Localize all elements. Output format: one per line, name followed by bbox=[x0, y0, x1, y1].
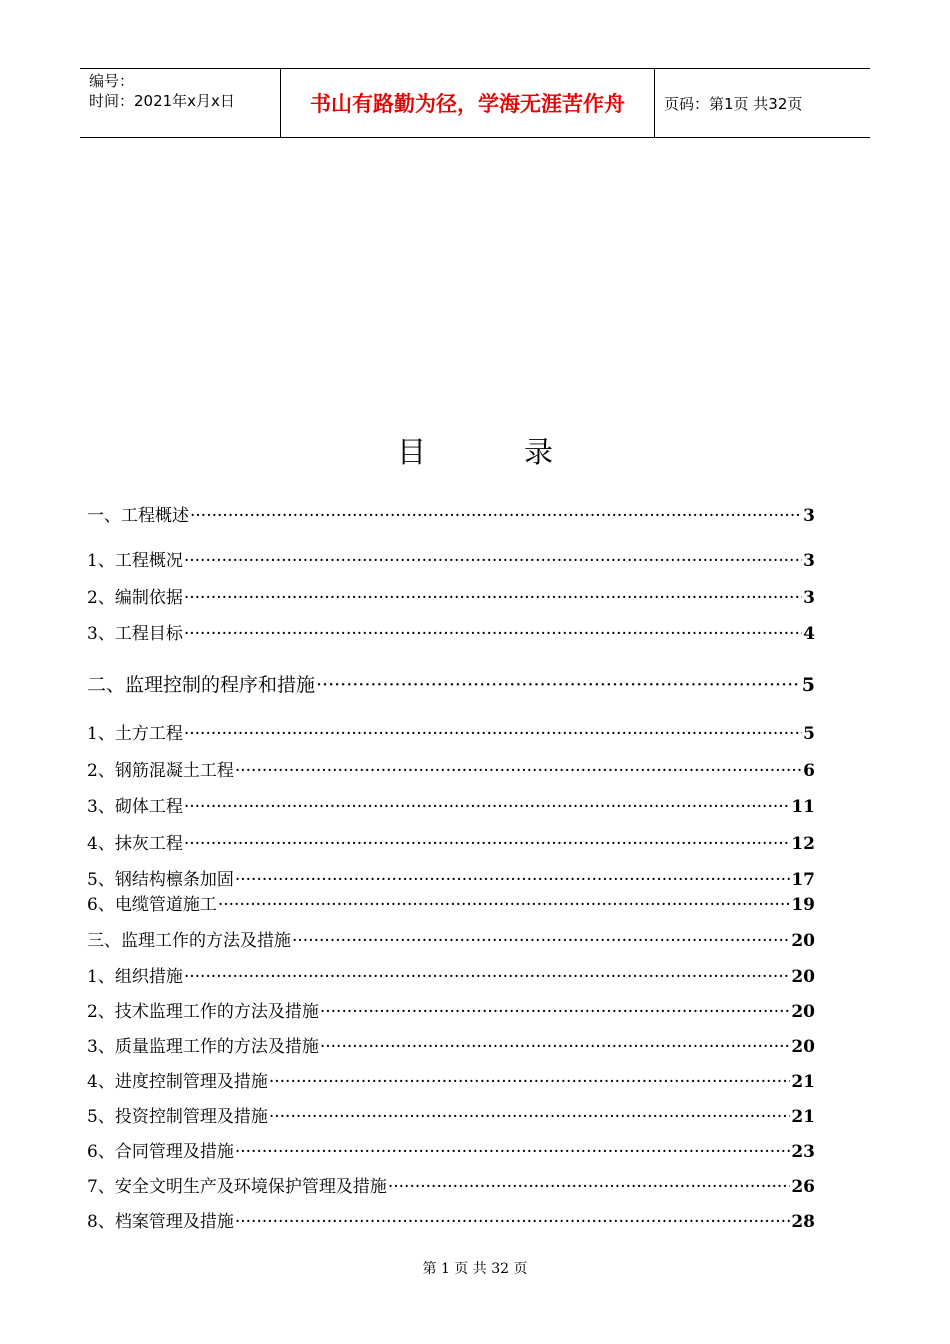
time-label: 时间：2021年x月x日 bbox=[89, 92, 235, 110]
toc-entry[interactable] bbox=[87, 1001, 815, 1023]
header-motto-cell bbox=[281, 69, 655, 137]
toc-entry-page: 21 bbox=[791, 1107, 815, 1127]
toc-leader-dots bbox=[184, 966, 791, 988]
toc-leader-dots bbox=[320, 1036, 791, 1058]
toc-entry[interactable] bbox=[87, 796, 815, 818]
toc-entry-page: 28 bbox=[791, 1212, 815, 1232]
toc-entry[interactable] bbox=[87, 505, 815, 527]
title-char-1: 目 bbox=[396, 435, 426, 469]
toc-entry[interactable] bbox=[87, 723, 815, 745]
toc-entry-page: 6 bbox=[803, 761, 815, 781]
toc-entry-label: 4、进度控制管理及措施 bbox=[87, 1072, 268, 1092]
toc-leader-dots bbox=[184, 550, 802, 572]
toc-entry-label: 4、抹灰工程 bbox=[87, 834, 183, 854]
toc-leader-dots bbox=[320, 1001, 791, 1023]
header-page-cell bbox=[655, 69, 870, 137]
toc-entry-label: 1、组织措施 bbox=[87, 967, 183, 987]
toc-entry-page: 3 bbox=[803, 506, 815, 526]
toc-entry-page: 19 bbox=[791, 895, 815, 915]
toc-entry-label: 2、技术监理工作的方法及措施 bbox=[87, 1002, 319, 1022]
toc-entry[interactable] bbox=[87, 1036, 815, 1058]
toc-entry-label: 一、工程概述 bbox=[87, 506, 189, 526]
toc-entry-page: 5 bbox=[803, 724, 815, 744]
toc-entry-label: 三、监理工作的方法及措施 bbox=[87, 931, 291, 951]
toc-entry[interactable] bbox=[87, 833, 815, 855]
toc-entry-label: 3、质量监理工作的方法及措施 bbox=[87, 1037, 319, 1057]
toc-entry-page: 4 bbox=[803, 624, 815, 644]
toc-entry[interactable] bbox=[87, 930, 815, 952]
toc-entry[interactable] bbox=[87, 869, 815, 891]
toc-entry-page: 20 bbox=[791, 967, 815, 987]
toc-entry-label: 1、土方工程 bbox=[87, 724, 183, 744]
toc-entry-page: 21 bbox=[791, 1072, 815, 1092]
toc-leader-dots bbox=[184, 796, 791, 818]
toc-entry[interactable] bbox=[87, 1141, 815, 1163]
toc-entry-label: 1、工程概况 bbox=[87, 551, 183, 571]
toc-entry[interactable] bbox=[87, 674, 815, 696]
toc-entry-label: 7、安全文明生产及环境保护管理及措施 bbox=[87, 1177, 387, 1197]
toc-entry[interactable] bbox=[87, 1211, 815, 1233]
toc-leader-dots bbox=[184, 587, 802, 609]
motto-text: 书山有路勤为径，学海无涯苦作舟 bbox=[310, 92, 625, 116]
toc-leader-dots bbox=[388, 1176, 791, 1198]
toc-entry[interactable] bbox=[87, 1106, 815, 1128]
toc-entry[interactable] bbox=[87, 1071, 815, 1093]
toc-leader-dots bbox=[316, 674, 801, 696]
page-info: 页码：第1页 共32页 bbox=[664, 94, 803, 113]
toc-leader-dots bbox=[269, 1071, 791, 1093]
toc-leader-dots bbox=[184, 833, 791, 855]
toc-entry-label: 6、电缆管道施工 bbox=[87, 895, 217, 915]
toc-entry[interactable] bbox=[87, 966, 815, 988]
toc-leader-dots bbox=[218, 894, 791, 916]
toc-entry-page: 17 bbox=[791, 870, 815, 890]
toc-entry-page: 20 bbox=[791, 1037, 815, 1057]
toc-entry-page: 5 bbox=[801, 674, 815, 696]
toc-entry-label: 6、合同管理及措施 bbox=[87, 1142, 234, 1162]
page-footer: 第 1 页 共 32 页 bbox=[422, 1261, 528, 1277]
toc-leader-dots bbox=[235, 869, 791, 891]
toc-entry-label: 5、钢结构檩条加固 bbox=[87, 870, 234, 890]
toc-leader-dots bbox=[235, 1211, 791, 1233]
toc-entry-page: 23 bbox=[791, 1142, 815, 1162]
toc-entry[interactable] bbox=[87, 623, 815, 645]
toc-leader-dots bbox=[269, 1106, 791, 1128]
toc-entry-page: 26 bbox=[791, 1177, 815, 1197]
toc-entry-page: 20 bbox=[791, 931, 815, 951]
toc-leader-dots bbox=[235, 1141, 791, 1163]
toc-leader-dots bbox=[184, 623, 802, 645]
toc-leader-dots bbox=[235, 760, 802, 782]
toc-entry-label: 2、钢筋混凝土工程 bbox=[87, 761, 234, 781]
toc-entry-label: 3、工程目标 bbox=[87, 624, 183, 644]
toc-entry-page: 11 bbox=[791, 797, 815, 817]
toc-entry-label: 5、投资控制管理及措施 bbox=[87, 1107, 268, 1127]
toc-leader-dots bbox=[184, 723, 802, 745]
toc-title bbox=[0, 434, 950, 470]
number-label: 编号： bbox=[89, 72, 135, 90]
toc-entry-label: 3、砌体工程 bbox=[87, 797, 183, 817]
toc-entry[interactable] bbox=[87, 587, 815, 609]
toc-entry[interactable] bbox=[87, 760, 815, 782]
toc-entry-page: 12 bbox=[791, 834, 815, 854]
toc-entry[interactable] bbox=[87, 550, 815, 572]
title-char-2: 录 bbox=[524, 435, 554, 469]
toc-entry-label: 二、监理控制的程序和措施 bbox=[87, 674, 316, 696]
toc-leader-dots bbox=[190, 505, 802, 527]
toc-entry[interactable] bbox=[87, 1176, 815, 1198]
toc-entry-page: 20 bbox=[791, 1002, 815, 1022]
toc-entry-label: 8、档案管理及措施 bbox=[87, 1212, 234, 1232]
document-header bbox=[80, 68, 870, 138]
toc-entry-page: 3 bbox=[803, 588, 815, 608]
toc-entry-label: 2、编制依据 bbox=[87, 588, 183, 608]
toc-entry-page: 3 bbox=[803, 551, 815, 571]
toc-leader-dots bbox=[292, 930, 790, 952]
header-left-cell bbox=[80, 69, 281, 137]
toc-entry[interactable] bbox=[87, 894, 815, 916]
